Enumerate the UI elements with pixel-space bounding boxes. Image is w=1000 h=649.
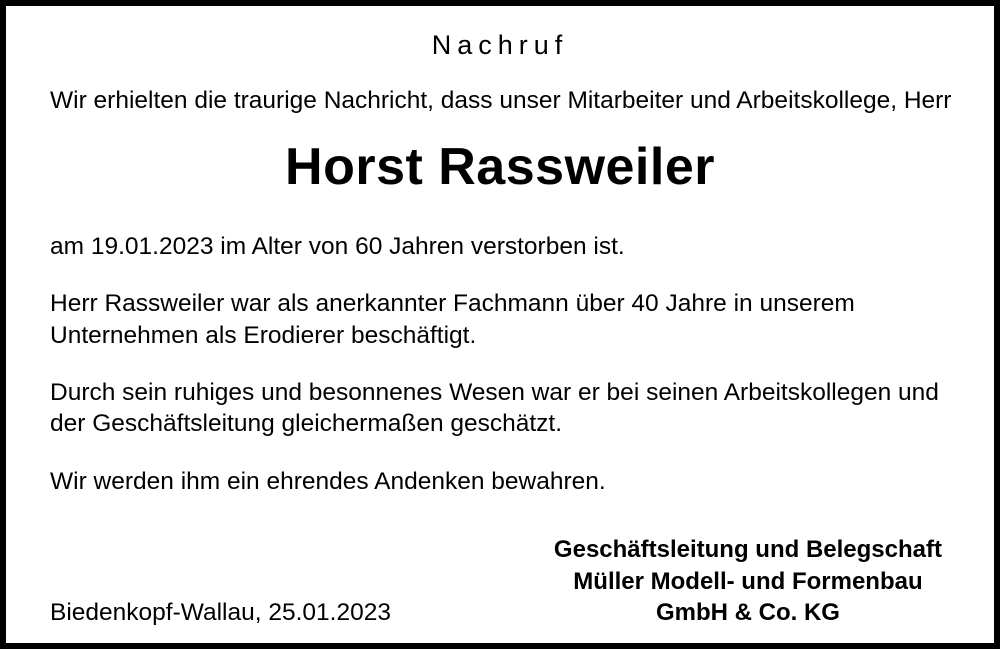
obituary-heading: Nachruf [431, 30, 569, 60]
signature-line-3: GmbH & Co. KG [655, 599, 840, 627]
obituary-lead-text: Wir erhielten die traurige Nachricht, dass unser Mitarbeiter und Arbeitskollege, Herr [50, 87, 952, 114]
obituary-footer [50, 534, 950, 629]
signature-block [554, 534, 950, 629]
obituary-paragraph-3: Durch sein ruhiges und besonnenes Wesen war er bei seinen Arbeitskollegen und der Geschäftsleitung gleichermaßen geschätzt. [50, 379, 939, 438]
place-and-date: Biedenkopf-Wallau, 25.01.2023 [50, 599, 391, 626]
obituary-paragraph-4: Wir werden ihm ein ehrendes Andenken bewahren. [50, 467, 606, 495]
obituary-paragraph-2: Herr Rassweiler war als anerkannter Fachmann über 40 Jahre in unserem Unternehmen als Erodierer beschäftigt. [50, 290, 855, 349]
obituary-content [6, 6, 994, 643]
signature-line-1: Geschäftsleitung und Belegschaft [553, 535, 942, 563]
deceased-name: Horst Rassweiler [285, 138, 715, 196]
signature-line-2: Müller Modell- und Formenbau [573, 567, 923, 595]
obituary-paragraph-1: am 19.01.2023 im Alter von 60 Jahren verstorben ist. [50, 233, 625, 260]
